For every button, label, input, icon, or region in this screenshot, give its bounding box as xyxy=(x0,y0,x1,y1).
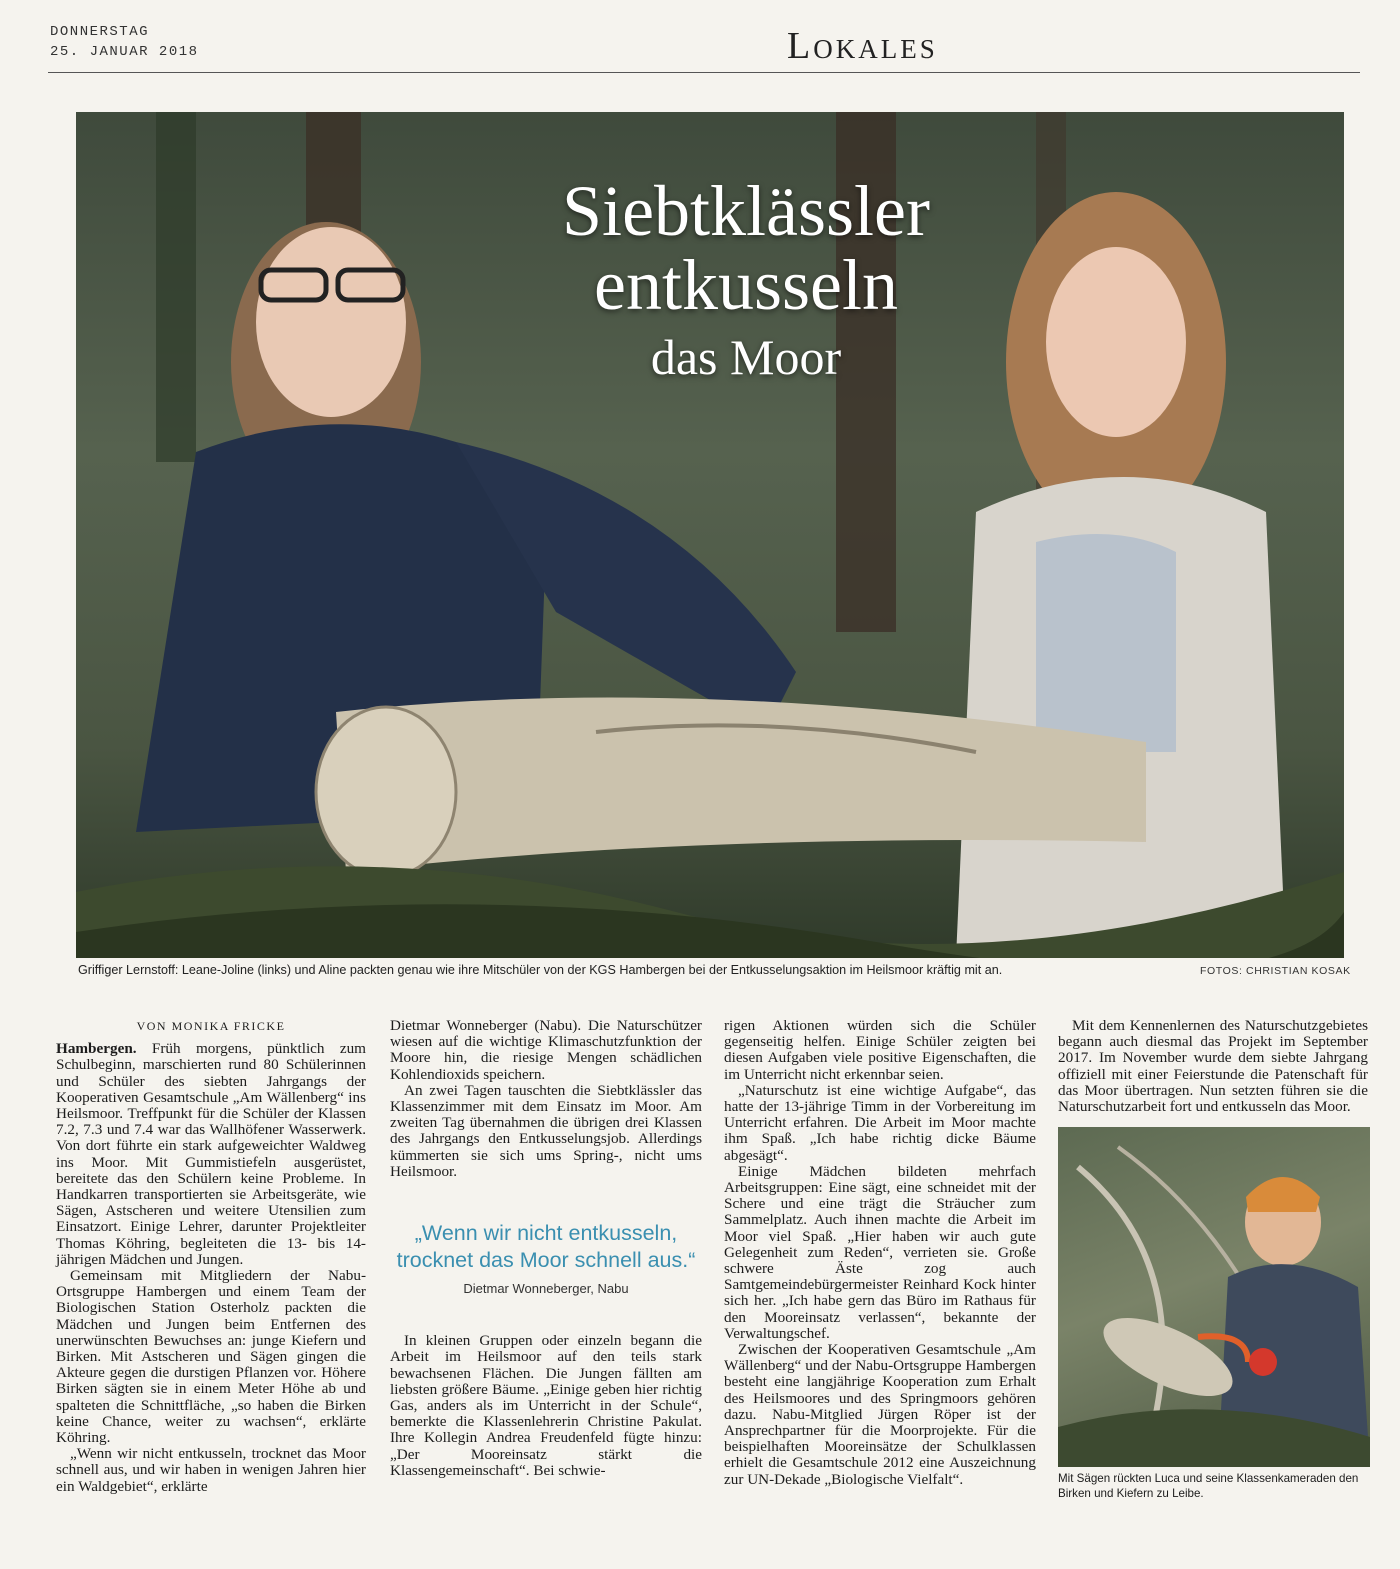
section-title: Lokales xyxy=(787,25,938,67)
main-photo xyxy=(76,112,1344,958)
date: 25. JANUAR 2018 xyxy=(50,44,199,60)
paragraph: Zwischen der Kooperativen Gesamtschule „Am Wällenberg“ und der Nabu-Ortsgruppe Hambergen besteht eine langjährige Kooperation zum Erhalt des Heilsmoores und des Springmoors gehören dazu. Nabu-Mitglied Jürgen Röper ist der Ansprechpartner für die Moorprojekte. Für die beispielhaften Mooreinsätze der Schulklassen erhielt die Gesamtschule 2012 eine Auszeichnung zur UN-Dekade „Biologische Vielfalt“. xyxy=(724,1341,1036,1488)
pull-quote-author: Dietmar Wonneberger, Nabu xyxy=(463,1281,629,1297)
masthead-date xyxy=(50,22,199,62)
paragraph-text: Früh morgens, pünktlich zum Schulbeginn, marschierten rund 80 Schülerinnen und Schüler des siebten Jahrgangs der Kooperativen Gesamtschule „Am Wällenberg“ ins Heilsmoor. Treffpunkt für die Schüler der Klassen 7.2, 7.3 und 7.4 war das Wallhöfener Wasserwerk. Von dort führte ein stark aufgeweichter Waldweg ins Moor. Mit Gummistiefeln ausgerüstet, bereitete das den Schülern keine Probleme. In Handkarren transportierten sie Arbeitsgeräte, wie Sägen, Astscheren und weitere Utensilien zum Einsatzort. Einige Lehrer, darunter Projektleiter Thomas Köhring, begleiteten die 13- bis 14-jährigen Mädchen und Jungen. xyxy=(56,1040,366,1268)
headline-line2: entkusseln xyxy=(594,245,898,325)
article-column-2 xyxy=(390,1018,702,1479)
secondary-photo-caption: Mit Sägen rückten Luca und seine Klassenkameraden den Birken und Kiefern zu Leibe. xyxy=(1058,1472,1359,1501)
dateline: Hambergen. xyxy=(56,1040,137,1058)
headline xyxy=(476,171,1016,392)
article-column-3 xyxy=(724,1018,1036,1488)
article-column-1 xyxy=(56,1018,366,1495)
header-rule xyxy=(48,72,1360,73)
paragraph: Einige Mädchen bildeten mehrfach Arbeitsgruppen: Eine sägt, eine schneidet mit der Schere und eine trägt die Sträucher zum Sammelplatz. Auch ihnen machte die Arbeit im Moor viel Spaß. „Hier haben wir auch gute Gelegenheit zum Reden“, verrieten sie. Große schwere Äste zog auch Samtgemeindebürgermeister Reinhard Kock hinter sich her. „Ich habe gern das Büro im Rathaus für den Mooreinsatz verlassen“, bekannte der Verwaltungschef. xyxy=(724,1162,1036,1342)
pull-quote xyxy=(390,1220,702,1297)
paragraph xyxy=(56,1041,366,1268)
paragraph: „Wenn wir nicht entkusseln, trocknet das Moor schnell aus, und wir haben in wenigen Jahren hier ein Waldgebiet“, erklärte xyxy=(56,1445,366,1495)
secondary-photo xyxy=(1058,1127,1370,1467)
article-column-4 xyxy=(1058,1018,1368,1501)
paragraph: rigen Aktionen würden sich die Schüler gegenseitig helfen. Einige Schüler zeigten bei diesen Aufgaben viele positive Eigenschaften, die im Unterricht nicht erkennbar seien. xyxy=(724,1017,1036,1083)
pull-quote-text: „Wenn wir nicht entkusseln, trocknet das Moor schnell aus.“ xyxy=(396,1221,696,1273)
paragraph: Mit dem Kennenlernen des Naturschutzgebietes begann auch diesmal das Projekt im September 2017. Im November wurde dem siebte Jahrgang offiziell mit einer Feierstunde die Patenschaft für das Moor übertragen. Nun setzten führen sie die Naturschutzarbeit fort und entkusseln das Moor. xyxy=(1058,1017,1368,1116)
paragraph: In kleinen Gruppen oder einzeln begann die Arbeit im Heilsmoor auf den teils stark bewachsenen Flächen. Die Jungen fällten am liebsten größere Bäume. „Einige geben hier richtig Gas, anders als im Unterricht in der Schule“, bemerkte die Klassenlehrerin Christine Pakulat. Ihre Kollegin Andrea Freudenfeld fügte hinzu: „Der Mooreinsatz stärkt die Klassengemeinschaft“. Bei schwie- xyxy=(390,1332,702,1479)
paragraph: Dietmar Wonneberger (Nabu). Die Naturschützer wiesen auf die wichtige Klimaschutzfunktion der Moore hin, die riesige Mengen schädlichen Kohlendioxids speichern. xyxy=(390,1017,702,1083)
headline-line3: das Moor xyxy=(650,329,842,385)
photo-credit: FOTOS: CHRISTIAN KOSAK xyxy=(1200,965,1351,977)
paragraph: „Naturschutz ist eine wichtige Aufgabe“, das hatte der 13-jährige Timm in der Vorbereitung im Unterricht erfahren. Die Arbeit im Moor machte ihm Spaß. „Ich habe richtig dicke Bäume abgesägt“. xyxy=(724,1081,1036,1164)
paragraph: Gemeinsam mit Mitgliedern der Nabu-Ortsgruppe Hambergen und einem Team der Biologischen Station Osterholz packten die Mädchen und Jungen beim Entfernen des unerwünschten Bewuchses an: junge Kiefern und Birken. Mit Astscheren und Sägen gingen die Akteure gegen die durstigen Pflanzen vor. Höhere Birken sägten sie in einem Meter Höhe ab und spalteten die Schnittfläche, „so haben die Birken keine Chance, weiter zu wachsen“, erklärte Köhring. xyxy=(56,1267,366,1447)
paragraph: An zwei Tagen tauschten die Siebtklässler das Klassenzimmer mit dem Einsatz im Moor. Am zweiten Tag übernahmen die übrigen drei Klassen des Jahrgangs den Entkusselungsjob. Allerdings kümmerten sie sich ums Spring-, nicht ums Heilsmoor. xyxy=(390,1081,702,1180)
photo-caption: Griffiger Lernstoff: Leane-Joline (links) und Aline packten genau wie ihre Mitschüler von der KGS Hambergen bei der Entkusselungsaktion im Heilsmoor kräftig mit an. xyxy=(78,963,1003,977)
weekday: DONNERSTAG xyxy=(50,24,150,40)
byline: VON MONIKA FRICKE xyxy=(136,1019,286,1033)
secondary-photo-illustration xyxy=(1058,1127,1370,1467)
headline-line1: Siebtklässler xyxy=(562,171,930,251)
